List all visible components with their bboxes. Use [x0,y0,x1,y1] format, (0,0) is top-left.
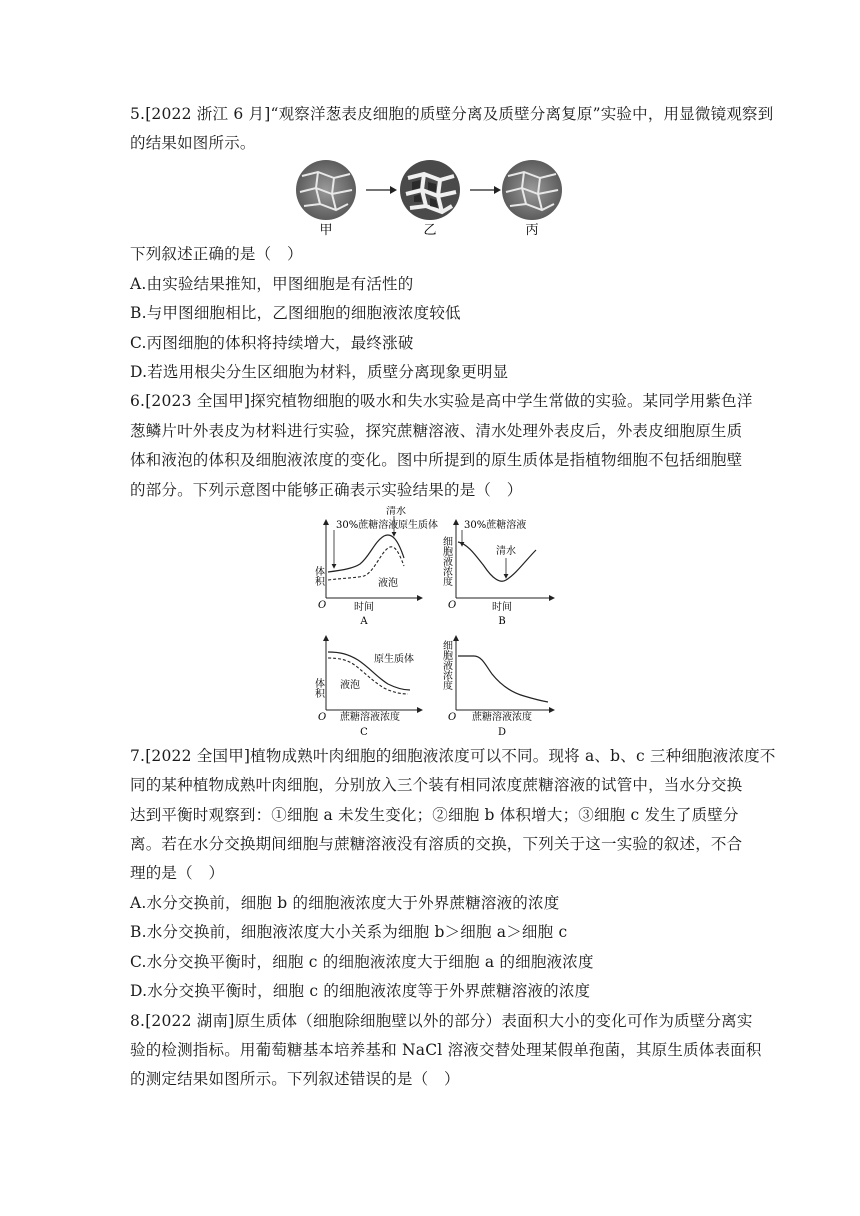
graph-b-caption: B [498,616,506,627]
q6-graphs-figure [304,506,564,738]
q5-option-c[interactable]: C.丙图细胞的体积将持续增大，最终涨破 [130,334,414,352]
graph-d-origin: O [448,712,457,723]
q5-option-b[interactable]: B.与甲图细胞相比，乙图细胞的细胞液浓度较低 [130,304,461,322]
graph-d [441,636,555,738]
q8-line-1: 8.[2022 湖南]原生质体（细胞除细胞壁以外的部分）表面积大小的变化可作为质壁分离实 [130,1012,753,1030]
graph-a-protoplast-curve [328,535,404,572]
q7-line-3: 达到平衡时观察到：①细胞 a 未发生变化；②细胞 b 体积增大；③细胞 c 发生了质壁分 [130,806,739,824]
graph-d-caption: D [497,727,507,738]
graph-b-water-label: 清水 [496,546,516,557]
graph-b-sucrose-label: 30%蔗糖溶液 [464,520,527,531]
graph-c-protoplast-label: 原生质体 [374,654,414,665]
q5-option-d[interactable]: D.若选用根尖分生区细胞为材料，质壁分离现象更明显 [130,363,509,381]
graph-c-caption: C [360,727,368,738]
graph-a-y-label: 体积 [312,566,324,586]
graph-a [313,506,439,627]
graph-c-x-label: 蔗糖溶液浓度 [340,712,400,723]
q7-option-d[interactable]: D.水分交换平衡时，细胞 c 的细胞液浓度等于外界蔗糖溶液的浓度 [130,982,591,1000]
graph-d-concentration-curve [458,656,548,702]
graph-d-x-label: 蔗糖溶液浓度 [472,712,532,723]
arrow-icon [366,186,397,194]
q7-line-4: 离。若在水分交换期间细胞与蔗糖溶液没有溶质的交换，下列关于这一实验的叙述，不合 [130,835,743,853]
graph-b [441,518,555,627]
graph-a-vacuole-label: 液泡 [378,578,398,589]
graph-a-x-label: 时间 [354,602,374,613]
graph-c [313,636,423,738]
graph-a-origin: O [318,600,327,611]
q7-option-c[interactable]: C.水分交换平衡时，细胞 c 的细胞液浓度大于细胞 a 的细胞液浓度 [130,953,594,971]
q7-line-1: 7.[2022 全国甲]植物成熟叶肉细胞的细胞液浓度可以不同。现将 a、b、c 三种细胞液浓度不 [130,747,776,765]
q6-line-4: 的部分。下列示意图中能够正确表示实验结果的是（ ） [130,481,523,499]
q7-option-a[interactable]: A.水分交换前，细胞 b 的细胞液浓度大于外界蔗糖溶液的浓度 [130,894,560,912]
graph-c-y-label: 体积 [312,678,324,698]
q6-line-1: 6.[2023 全国甲]探究植物细胞的吸水和失水实验是高中学生常做的实验。某同学用紫色洋 [130,392,753,410]
micrograph-jia [296,160,356,220]
q8-line-2: 验的检测指标。用葡萄糖基本培养基和 NaCl 溶液交替处理某假单孢菌，其原生质体表面积 [130,1041,762,1059]
micrograph-yi [400,160,460,220]
graph-b-y-label: 细胞液浓度 [440,536,452,586]
q5-line-1: 5.[2022 浙江 6 月]“观察洋葱表皮细胞的质壁分离及质壁分离复原”实验中，用显微镜观察到 [130,105,774,123]
graph-c-origin: O [318,712,327,723]
q5-micrograph-figure [296,158,566,238]
q6-line-2: 葱鳞片叶外表皮为材料进行实验，探究蔗糖溶液、清水处理外表皮后，外表皮细胞原生质 [130,422,743,440]
q5-stem: 下列叙述正确的是（ ） [130,245,303,263]
graph-c-vacuole-label: 液泡 [340,680,360,691]
graph-b-origin: O [448,600,457,611]
q5-option-a[interactable]: A.由实验结果推知，甲图细胞是有活性的 [130,275,414,293]
q7-line-2: 同的某种植物成熟叶肉细胞，分别放入三个装有相同浓度蔗糖溶液的试管中，当水分交换 [130,776,743,794]
graph-a-caption: A [360,616,368,627]
micrograph-bing [502,160,562,220]
arrow-icon [470,186,501,194]
graph-a-protoplast-label: 原生质体 [398,520,438,531]
label-jia: 甲 [319,223,333,238]
q7-option-b[interactable]: B.水分交换前，细胞液浓度大小关系为细胞 b＞细胞 a＞细胞 c [130,923,568,941]
q7-line-5: 理的是（ ） [130,864,225,882]
q5-line-2: 的结果如图所示。 [130,134,256,152]
label-yi: 乙 [423,223,437,238]
graph-a-vacuole-curve [328,547,404,580]
label-bing: 丙 [525,223,539,238]
q8-line-3: 的测定结果如图所示。下列叙述错误的是（ ） [130,1070,460,1088]
graph-a-water-label: 清水 [386,506,406,517]
q6-line-3: 体和液泡的体积及细胞液浓度的变化。图中所提到的原生质体是指植物细胞不包括细胞壁 [130,451,743,469]
graph-d-y-label: 细胞液浓度 [440,640,452,690]
graph-b-x-label: 时间 [492,602,512,613]
graph-a-sucrose-label: 30%蔗糖溶液 [336,520,399,531]
